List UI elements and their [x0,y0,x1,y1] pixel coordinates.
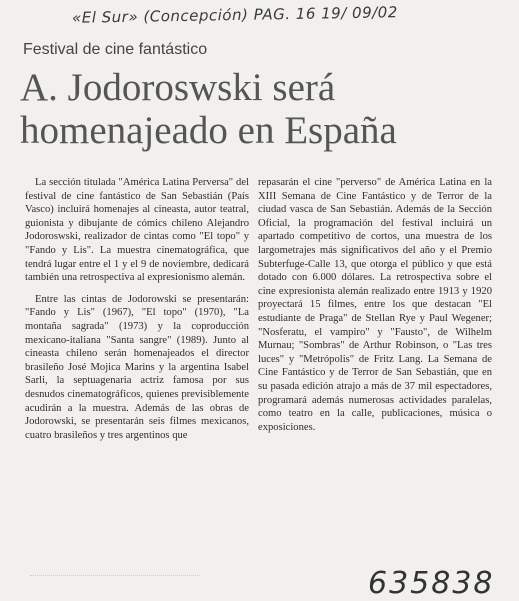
article-paragraph: La sección titulada "América Latina Perversa" del festival de cine fantástico de San Sebastián (País Vasco) incluirá homenajes al cineasta, autor teatral, guionista y dibujante de cómics chileno Alejandro Jodoroswski, realizador de cintas como "El topo" y "Fando y Lis". La muestra cinematográfica, que tendrá lugar entre el 1 y el 9 de noviembre, dedicará también una retrospectiva al expresionismo alemán. [25,177,249,284]
article-column-right [258,176,492,434]
bleed-through-mark [30,565,200,576]
kicker: Festival de cine fantástico [23,41,208,58]
article-paragraph: Entre las cintas de Jodorowski se presentarán: "Fando y Lis" (1967), "El topo" (1970), "La montaña sagrada" (1973) y la coproducción mexicano-italiana "Santa sangre" (1989). Junto al cineasta chileno serán homenajeados el director brasileño José Mojica Marins y la argentina Isabel Sarli, la septuagenaria actriz famosa por sus desnudos cinematográficos, quienes previsiblemente acudirán a la muestra. Además de las obras de Jodorowski, se presentarán seis filmes mexicanos, cuatro brasileños y tres argentinos que [25,293,249,441]
article-column-left [25,176,249,442]
article-paragraph: repasarán el cine "perverso" de América Latina en la XIII Semana de Cine Fantástico y de Terror de la ciudad vasca de San Sebastián. Además de la Sección Oficial, la programación del festival incluirá un apartado competitivo de cortos, una muestra de los largometrajes más significativos del año y el Premio Subterfuge-Calle 13, que otorga el público y que está dotado con 6.000 dólares. La retrospectiva sobre el cine expresionista alemán realizado entre 1913 y 1920 proyectará 15 filmes, entre los que destacan "El estudiante de Praga" de Stellan Rye y Paul Wegener; "Nosferatu, el vampiro" y "Fausto", de Wilhelm Murnau; "Sombras" de Arthur Robinson, o "Las tres luces" y "Metrópolis" de Fritz Lang. La Semana de Cine Fantástico y de Terror de San Sebastián, que en su pasada edición atrajo a más de 37 mil espectadores, programará además numerosas actividades paralelas, como teatro en la calle, publicaciones, música o exposiciones. [258,177,492,433]
headline: A. Jodoroswski será homenajeado en España [20,66,397,152]
handwritten-source-note: «El Sur» (Concepción) PAG. 16 19/ 09/02 [71,3,398,27]
inventory-number: 635838 [368,566,495,601]
